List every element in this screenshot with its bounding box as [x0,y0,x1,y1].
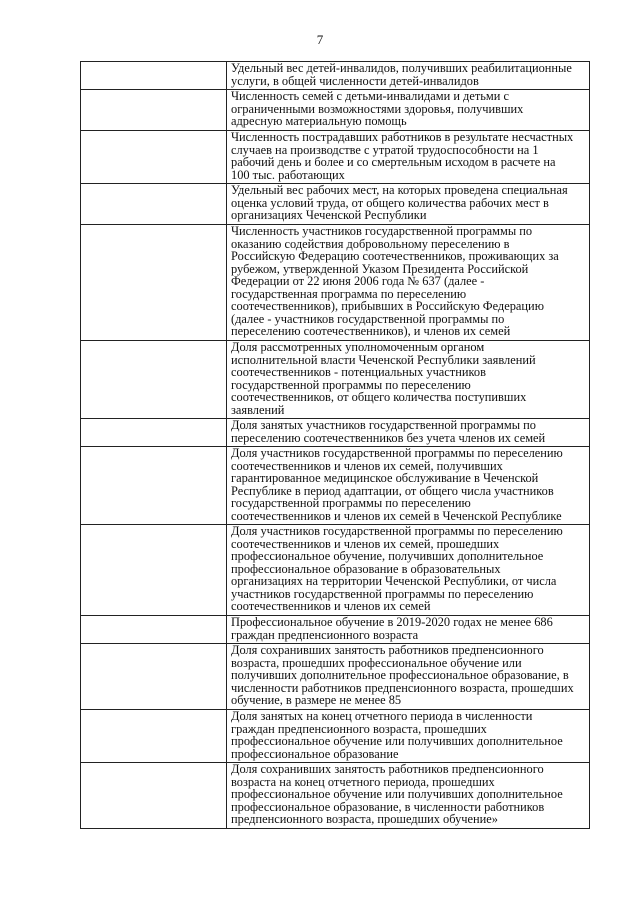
page-number: 7 [316,32,324,47]
indicator-text: Удельный вес детей-инвалидов, получивших реабилитационные услуги, в общей численности детей-инвалидов [227,62,590,90]
row-number-cell [81,131,227,184]
row-number-cell [81,644,227,710]
row-number-cell [81,763,227,829]
table-row [81,90,590,131]
indicator-table [80,61,590,829]
table-row [81,184,590,225]
indicator-text: Доля сохранивших занятость работников предпенсионного возраста на конец отчетного периода, прошедших профессиональное обучение или получивших дополнительное профессиональное образование, в численности работников предпенсионного возраста, прошедших обучение» [227,763,590,829]
indicator-text: Профессиональное обучение в 2019-2020 годах не менее 686 граждан предпенсионного возраста [227,616,590,644]
table-row [81,131,590,184]
table-row [81,525,590,616]
row-number-cell [81,525,227,616]
row-number-cell [81,90,227,131]
indicator-text: Удельный вес рабочих мест, на которых проведена специальная оценка условий труда, от общего количества рабочих мест в организациях Чеченской Республики [227,184,590,225]
row-number-cell [81,447,227,525]
indicator-text: Доля участников государственной программы по переселению соотечественников и членов их семей, прошедших профессиональное обучение, получивших дополнительное профессиональное образование в образовательных организациях на территории Чеченской Республики, от числа участников государственной программы по переселению соотечественников и членов их семей [227,525,590,616]
indicator-text: Доля занятых на конец отчетного периода в численности граждан предпенсионного возраста, прошедших профессиональное обучение или получивших дополнительное профессиональное образование [227,710,590,763]
table-row [81,644,590,710]
indicator-text: Численность пострадавших работников в результате несчастных случаев на производстве с утратой трудоспособности на 1 рабочий день и более и со смертельным исходом в расчете на 100 тыс. работающих [227,131,590,184]
table-row [81,763,590,829]
indicator-text: Численность участников государственной программы по оказанию содействия добровольному переселению в Российскую Федерацию соотечественников, проживающих за рубежом, утвержденной Указом Президента Российской Федерации от 22 июня 2006 года № 637 (далее - государственная программа по переселению соотечественников), прибывших в Российскую Федерацию (далее - участников государственной программы по переселению соотечественников), и членов их семей [227,225,590,341]
table-row [81,225,590,341]
table-row [81,447,590,525]
table-row [81,710,590,763]
table-row [81,341,590,419]
row-number-cell [81,225,227,341]
indicator-text: Доля занятых участников государственной программы по переселению соотечественников без учета членов их семей [227,419,590,447]
indicator-text: Численность семей с детьми-инвалидами и детьми с ограниченными возможностями здоровья, получивших адресную материальную помощь [227,90,590,131]
row-number-cell [81,184,227,225]
row-number-cell [81,616,227,644]
indicator-text: Доля сохранивших занятость работников предпенсионного возраста, прошедших профессиональное обучение или получивших дополнительное профессиональное образование, в численности работников предпенсионного возраста, прошедших обучение, в размере не менее 85 [227,644,590,710]
table-row [81,616,590,644]
table-row [81,62,590,90]
indicator-text: Доля рассмотренных уполномоченным органом исполнительной власти Чеченской Республики заявлений соотечественников - потенциальных участников государственной программы по переселению соотечественников, от общего количества поступивших заявлений [227,341,590,419]
row-number-cell [81,419,227,447]
row-number-cell [81,710,227,763]
row-number-cell [81,62,227,90]
indicator-text: Доля участников государственной программы по переселению соотечественников и членов их семей, получивших гарантированное медицинское обслуживание в Чеченской Республике в период адаптации, от общего числа участников государственной программы по переселению соотечественников и членов их семей в Чеченской Республике [227,447,590,525]
row-number-cell [81,341,227,419]
table-row [81,419,590,447]
